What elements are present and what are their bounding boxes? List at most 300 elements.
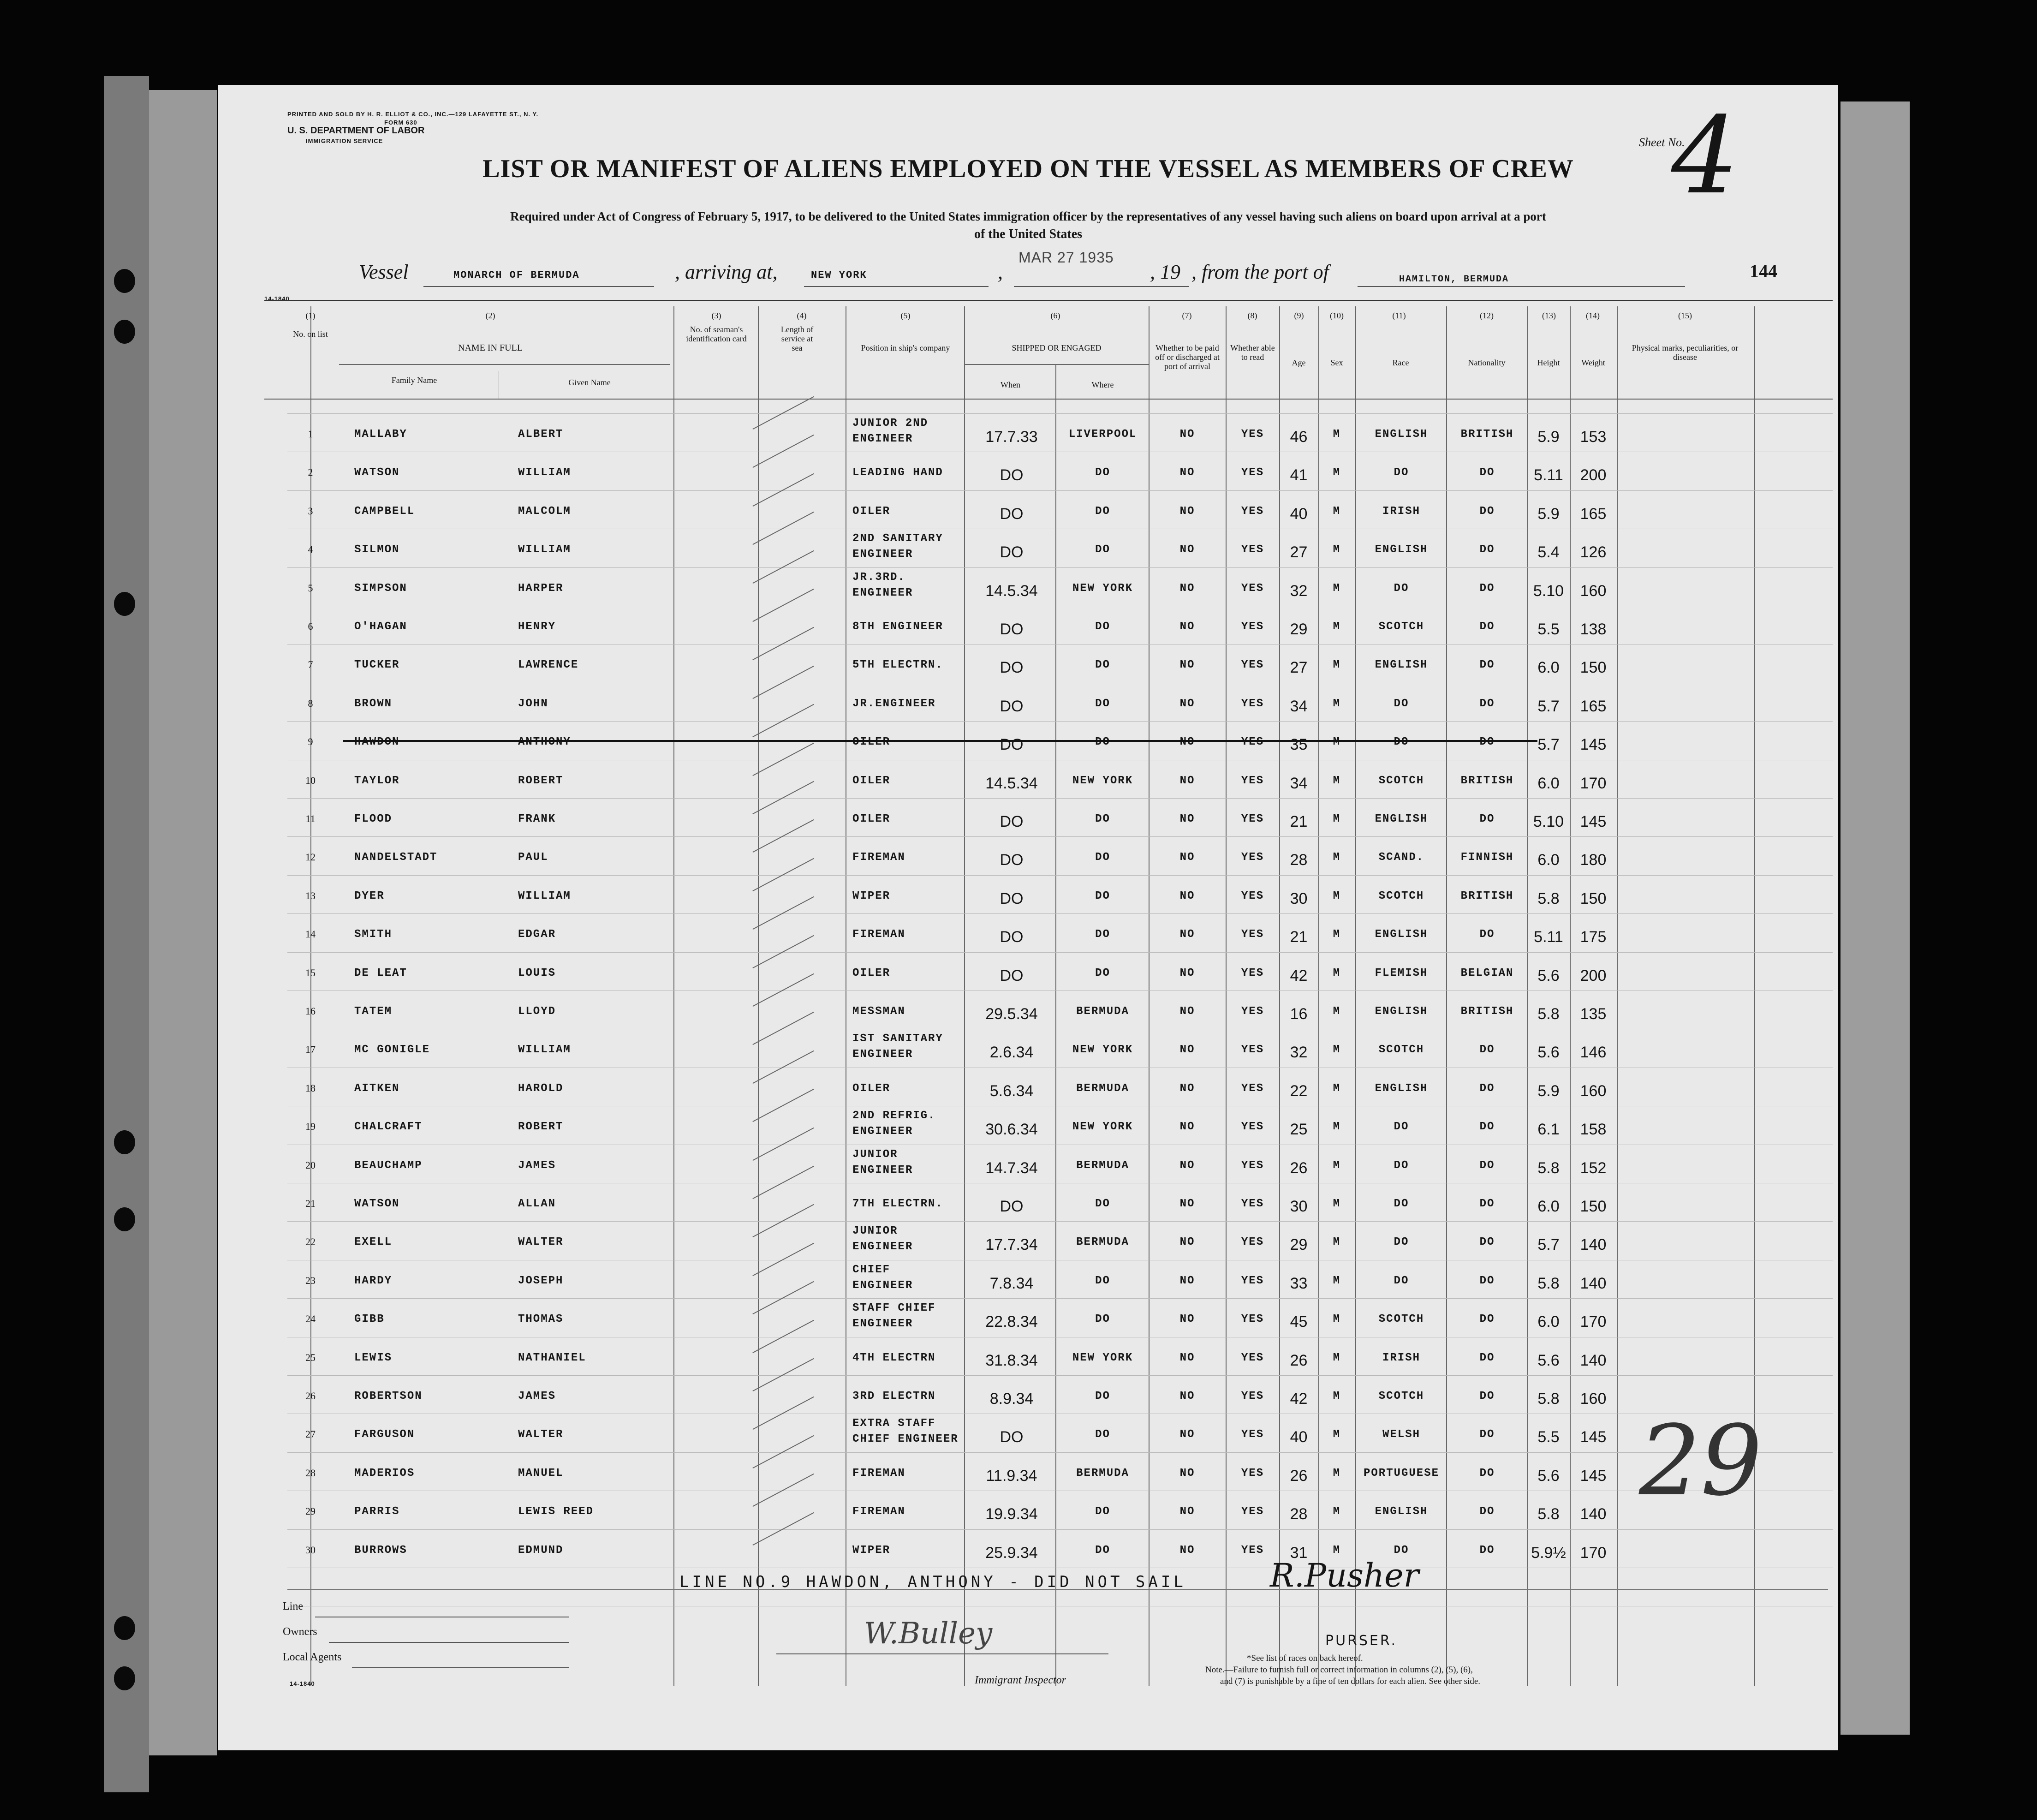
cell-paid: NO — [1179, 1428, 1195, 1441]
cell-paid: NO — [1179, 1005, 1195, 1018]
cell-wt: 126 — [1580, 543, 1607, 561]
cell-nat: DO — [1479, 1121, 1495, 1134]
cell-wt: 200 — [1580, 967, 1607, 985]
cell-paid: NO — [1179, 928, 1195, 941]
cell-when: DO — [1000, 466, 1024, 484]
cell-paid: NO — [1179, 1544, 1195, 1557]
cell-nat: DO — [1479, 1274, 1495, 1287]
cell-family: DYER — [354, 889, 385, 902]
cell-where: DO — [1095, 621, 1110, 633]
cell-sex: M — [1333, 1505, 1341, 1518]
cell-given: MANUEL — [518, 1467, 564, 1480]
cell-race: WELSH — [1382, 1428, 1420, 1441]
cell-ht: 5.8 — [1537, 889, 1560, 907]
cell-no: 22 — [305, 1236, 316, 1248]
cell-where: NEW YORK — [1072, 582, 1133, 595]
cell-wt: 145 — [1580, 1428, 1607, 1446]
comma: , — [998, 261, 1003, 283]
cell-pos2: ENGINEER — [852, 433, 913, 445]
cell-age: 45 — [1290, 1313, 1308, 1331]
cell-when: 2.6.34 — [989, 1044, 1034, 1062]
cell-family: FLOOD — [354, 813, 393, 825]
col-number: (10) — [1330, 311, 1344, 320]
cell-ht: 6.0 — [1537, 659, 1560, 677]
header-sex: Sex — [1330, 358, 1343, 367]
header-bottom-rule — [264, 399, 1833, 400]
cell-given: LLOYD — [518, 1005, 556, 1018]
cell-nat: DO — [1479, 928, 1495, 941]
cell-family: SILMON — [354, 543, 400, 556]
cell-nat: DO — [1479, 466, 1495, 479]
footer-top-rule — [287, 1589, 1828, 1590]
agents-rule — [352, 1667, 569, 1668]
binder-strip-left — [149, 90, 217, 1755]
cell-paid: NO — [1179, 582, 1195, 595]
cell-age: 40 — [1290, 1428, 1308, 1446]
cell-wt: 140 — [1580, 1274, 1607, 1292]
cell-read: YES — [1241, 582, 1264, 595]
binder-hole — [114, 1616, 135, 1640]
col-number: (4) — [797, 311, 807, 320]
position-line-1: CHIEF — [852, 1263, 891, 1276]
cell-family: NANDELSTADT — [354, 851, 438, 864]
cell-age: 28 — [1290, 851, 1308, 869]
cell-pos2: ENGINEER — [852, 1241, 913, 1253]
table-row — [218, 1264, 1838, 1301]
col-number: (12) — [1480, 311, 1494, 320]
cell-read: YES — [1241, 1236, 1264, 1249]
cell-wt: 138 — [1580, 621, 1607, 638]
cell-given: ALLAN — [518, 1198, 556, 1210]
cell-given: HAROLD — [518, 1082, 564, 1095]
table-row — [218, 532, 1838, 569]
cell-given: JOHN — [518, 697, 548, 710]
cell-family: AITKEN — [354, 1082, 400, 1095]
cell-nat: BELGIAN — [1460, 967, 1514, 979]
cell-pos2: ENGINEER — [852, 1164, 913, 1176]
table-row — [218, 648, 1838, 685]
cell-where: DO — [1095, 505, 1110, 518]
col-number: (15) — [1678, 311, 1692, 320]
cell-ht: 5.10 — [1533, 582, 1564, 600]
cell-given: LEWIS REED — [518, 1505, 594, 1518]
cell-age: 25 — [1290, 1121, 1308, 1139]
cell-nat: BRITISH — [1460, 428, 1514, 441]
header-weight: Weight — [1581, 358, 1605, 367]
cell-race: SCOTCH — [1378, 1390, 1424, 1402]
cell-paid: NO — [1179, 543, 1195, 556]
cell-pos2: ENGINEER — [852, 586, 913, 599]
header-height: Height — [1537, 358, 1560, 367]
cell-given: JAMES — [518, 1159, 556, 1172]
cell-nat: DO — [1479, 621, 1495, 633]
binder-hole — [114, 320, 135, 344]
cell-where: DO — [1095, 851, 1110, 864]
form-number: FORM 630 — [384, 119, 417, 126]
cell-when: DO — [1000, 659, 1024, 677]
cell-where: DO — [1095, 543, 1110, 556]
cell-read: YES — [1241, 928, 1264, 941]
cell-sex: M — [1333, 1351, 1341, 1364]
position-line-1: JUNIOR — [852, 1225, 898, 1238]
cell-given: LOUIS — [518, 967, 556, 979]
cell-nat: DO — [1479, 1236, 1495, 1249]
col-number: (14) — [1586, 311, 1600, 320]
table-row — [218, 417, 1838, 454]
cell-pos2: ENGINEER — [852, 1048, 913, 1061]
cell-sex: M — [1333, 774, 1341, 787]
cell-race: ENGLISH — [1375, 813, 1428, 825]
cell-nat: DO — [1479, 1159, 1495, 1172]
col-number: (9) — [1294, 311, 1304, 320]
cell-sex: M — [1333, 1467, 1341, 1480]
cell-age: 22 — [1290, 1082, 1308, 1100]
sheet-number: 4 — [1671, 95, 1739, 218]
cell-pos2: OILER — [852, 813, 891, 825]
table-row — [218, 1533, 1838, 1570]
table-row — [218, 1187, 1838, 1223]
cell-ht: 5.8 — [1537, 1005, 1560, 1023]
cell-age: 21 — [1290, 813, 1308, 830]
cell-wt: 165 — [1580, 697, 1607, 715]
cell-no: 7 — [308, 659, 313, 671]
cell-race: ENGLISH — [1375, 1005, 1428, 1018]
cell-no: 10 — [305, 774, 316, 786]
cell-pos2: OILER — [852, 736, 891, 749]
cell-no: 18 — [305, 1082, 316, 1094]
cell-age: 42 — [1290, 1390, 1308, 1408]
cell-no: 8 — [308, 697, 313, 709]
cell-race: ENGLISH — [1375, 543, 1428, 556]
cell-ht: 5.9 — [1537, 1082, 1560, 1100]
total-handwritten: 29 — [1639, 1404, 1763, 1517]
cell-race: SCOTCH — [1378, 1313, 1424, 1326]
cell-when: 22.8.34 — [985, 1313, 1038, 1331]
cell-paid: NO — [1179, 1390, 1195, 1402]
cell-no: 15 — [305, 967, 316, 979]
document-subtitle-2: of the United States — [974, 227, 1083, 241]
cell-race: ENGLISH — [1375, 1082, 1428, 1095]
cell-no: 1 — [308, 428, 313, 440]
cell-race: SCOTCH — [1378, 889, 1424, 902]
cell-given: FRANK — [518, 813, 556, 825]
cell-sex: M — [1333, 1121, 1341, 1134]
cell-given: ANTHONY — [518, 736, 571, 749]
cell-wt: 140 — [1580, 1236, 1607, 1254]
cell-wt: 145 — [1580, 813, 1607, 830]
cell-sex: M — [1333, 543, 1341, 556]
cell-ht: 5.5 — [1537, 621, 1560, 638]
header-physical: Physical marks, peculiarities, or disease — [1632, 343, 1739, 362]
cell-age: 30 — [1290, 1198, 1308, 1215]
cell-when: DO — [1000, 1198, 1024, 1215]
cell-wt: 140 — [1580, 1505, 1607, 1523]
cell-where: BERMUDA — [1076, 1005, 1129, 1018]
header-age: Age — [1292, 358, 1306, 367]
cell-family: HAWDON — [354, 736, 400, 749]
cell-wt: 145 — [1580, 736, 1607, 754]
cell-race: SCAND. — [1378, 851, 1424, 864]
cell-where: NEW YORK — [1072, 774, 1133, 787]
cell-nat: DO — [1479, 659, 1495, 672]
cell-sex: M — [1333, 1159, 1341, 1172]
cell-pos2: FIREMAN — [852, 851, 905, 864]
cell-race: SCOTCH — [1378, 621, 1424, 633]
cell-nat: FINNISH — [1460, 851, 1514, 864]
footer-form-code: 14-1840 — [290, 1680, 315, 1687]
cell-sex: M — [1333, 659, 1341, 672]
cell-race: DO — [1394, 697, 1409, 710]
cell-race: DO — [1394, 466, 1409, 479]
header-length-service: Length of service at sea — [780, 325, 814, 352]
cell-where: NEW YORK — [1072, 1044, 1133, 1056]
cell-race: DO — [1394, 582, 1409, 595]
cell-no: 13 — [305, 889, 316, 901]
cell-wt: 170 — [1580, 774, 1607, 792]
cell-wt: 160 — [1580, 582, 1607, 600]
cell-pos2: ENGINEER — [852, 1279, 913, 1292]
cell-pos2: 7TH ELECTRN. — [852, 1198, 943, 1210]
owners-rule — [329, 1642, 569, 1643]
cell-no: 25 — [305, 1351, 316, 1363]
cell-nat: DO — [1479, 1351, 1495, 1364]
cell-nat: DO — [1479, 1390, 1495, 1402]
cell-race: DO — [1394, 1544, 1409, 1557]
check-mark — [752, 396, 814, 430]
cell-when: DO — [1000, 813, 1024, 830]
cell-race: ENGLISH — [1375, 1505, 1428, 1518]
cell-family: TAYLOR — [354, 774, 400, 787]
cell-no: 26 — [305, 1390, 316, 1402]
cell-family: O'HAGAN — [354, 621, 407, 633]
cell-family: LEWIS — [354, 1351, 393, 1364]
cell-no: 14 — [305, 928, 316, 940]
cell-no: 20 — [305, 1159, 316, 1171]
penalty-note-2: and (7) is punishable by a fine of ten dollars for each alien. See other side. — [1220, 1677, 1481, 1686]
department-name: U. S. DEPARTMENT OF LABOR — [287, 125, 425, 136]
cell-read: YES — [1241, 851, 1264, 864]
cell-where: DO — [1095, 1198, 1110, 1210]
cell-age: 42 — [1290, 967, 1308, 985]
cell-nat: DO — [1479, 543, 1495, 556]
cell-family: BEAUCHAMP — [354, 1159, 423, 1172]
cell-ht: 5.9 — [1537, 428, 1560, 446]
cell-ht: 5.8 — [1537, 1274, 1560, 1292]
cell-when: 8.9.34 — [989, 1390, 1034, 1408]
cell-paid: NO — [1179, 1467, 1195, 1480]
cell-ht: 5.11 — [1534, 466, 1563, 484]
cell-family: PARRIS — [354, 1505, 400, 1518]
cell-nat: DO — [1479, 1313, 1495, 1326]
cell-sex: M — [1333, 466, 1341, 479]
cell-no: 2 — [308, 466, 313, 478]
cell-where: DO — [1095, 1274, 1110, 1287]
sheet-label: Sheet No. — [1639, 136, 1685, 149]
cell-age: 21 — [1290, 928, 1308, 946]
cell-wt: 160 — [1580, 1082, 1607, 1100]
cell-where: DO — [1095, 1390, 1110, 1402]
cell-no: 29 — [305, 1505, 316, 1517]
cell-pos2: FIREMAN — [852, 1467, 905, 1480]
cell-read: YES — [1241, 1274, 1264, 1287]
cell-family: MALLABY — [354, 428, 407, 441]
row-rule — [287, 413, 1833, 414]
cell-when: 31.8.34 — [985, 1351, 1038, 1369]
table-row — [218, 1032, 1838, 1069]
table-row — [218, 1071, 1838, 1108]
cell-race: SCOTCH — [1378, 1044, 1424, 1056]
cell-sex: M — [1333, 1274, 1341, 1287]
cell-read: YES — [1241, 659, 1264, 672]
cell-given: ROBERT — [518, 774, 564, 787]
cell-given: LAWRENCE — [518, 659, 579, 672]
cell-nat: BRITISH — [1460, 889, 1514, 902]
cell-pos2: MESSMAN — [852, 1005, 905, 1018]
cell-pos2: ENGINEER — [852, 1125, 913, 1138]
cell-family: BROWN — [354, 697, 393, 710]
cell-where: NEW YORK — [1072, 1121, 1133, 1134]
cell-pos2: 4TH ELECTRN — [852, 1351, 936, 1364]
cell-paid: NO — [1179, 1505, 1195, 1518]
cell-pos2: ENGINEER — [852, 1318, 913, 1331]
agents-label: Local Agents — [283, 1651, 342, 1663]
document-title: LIST OR MANIFEST OF ALIENS EMPLOYED ON THE VESSEL AS MEMBERS OF CREW — [482, 155, 1574, 183]
form-code: 14-1840 — [264, 295, 290, 302]
cell-given: HARPER — [518, 582, 564, 595]
cell-age: 32 — [1290, 1044, 1308, 1062]
cell-sex: M — [1333, 428, 1341, 441]
cell-no: 30 — [305, 1544, 316, 1556]
cell-read: YES — [1241, 1351, 1264, 1364]
cell-age: 32 — [1290, 582, 1308, 600]
cell-family: HARDY — [354, 1274, 393, 1287]
shipped-subrule — [964, 364, 1149, 365]
cell-sex: M — [1333, 851, 1341, 864]
cell-paid: NO — [1179, 1121, 1195, 1134]
arriving-underline — [804, 286, 989, 287]
cell-given: PAUL — [518, 851, 548, 864]
cell-wt: 158 — [1580, 1121, 1607, 1139]
cell-wt: 135 — [1580, 1005, 1607, 1023]
table-row — [218, 1456, 1838, 1493]
cell-given: WALTER — [518, 1428, 564, 1441]
cell-sex: M — [1333, 1198, 1341, 1210]
cell-paid: NO — [1179, 1313, 1195, 1326]
cell-no: 6 — [308, 621, 313, 632]
cell-age: 31 — [1290, 1544, 1308, 1562]
cell-read: YES — [1241, 1313, 1264, 1326]
cell-read: YES — [1241, 621, 1264, 633]
cell-sex: M — [1333, 813, 1341, 825]
cell-ht: 6.0 — [1537, 1198, 1560, 1215]
table-row — [218, 917, 1838, 954]
col-number: (3) — [711, 311, 721, 320]
cell-sex: M — [1333, 505, 1341, 518]
cell-age: 41 — [1290, 466, 1308, 484]
cell-race: ENGLISH — [1375, 428, 1428, 441]
cell-race: FLEMISH — [1375, 967, 1428, 979]
cell-sex: M — [1333, 621, 1341, 633]
cell-age: 28 — [1290, 1505, 1308, 1523]
cell-where: NEW YORK — [1072, 1351, 1133, 1364]
cell-no: 5 — [308, 582, 313, 594]
cell-where: DO — [1095, 736, 1110, 749]
cell-pos2: FIREMAN — [852, 1505, 905, 1518]
cell-age: 34 — [1290, 697, 1308, 715]
cell-no: 17 — [305, 1044, 316, 1056]
header-seaman-id: No. of seaman's identification card — [686, 325, 747, 343]
cell-when: DO — [1000, 928, 1024, 946]
cell-wt: 150 — [1580, 659, 1607, 677]
cell-read: YES — [1241, 1544, 1264, 1557]
cell-family: EXELL — [354, 1236, 393, 1249]
owners-label: Owners — [283, 1626, 317, 1638]
cell-nat: DO — [1479, 1082, 1495, 1095]
cell-ht: 5.7 — [1537, 697, 1560, 715]
cell-paid: NO — [1179, 697, 1195, 710]
cell-nat: DO — [1479, 813, 1495, 825]
cell-race: IRISH — [1382, 1351, 1420, 1364]
cell-where: LIVERPOOL — [1068, 428, 1137, 441]
manifest-sheet — [218, 85, 1838, 1750]
table-top-rule — [264, 300, 1833, 301]
cell-where: BERMUDA — [1076, 1159, 1129, 1172]
arriving-port: NEW YORK — [811, 269, 867, 281]
cell-nat: BRITISH — [1460, 774, 1514, 787]
cell-ht: 5.6 — [1537, 1467, 1560, 1485]
cell-paid: NO — [1179, 889, 1195, 902]
cell-paid: NO — [1179, 505, 1195, 518]
header-when: When — [1001, 380, 1020, 389]
cell-sex: M — [1333, 1082, 1341, 1095]
cell-ht: 6.0 — [1537, 1313, 1560, 1331]
service-name: IMMIGRATION SERVICE — [306, 137, 383, 144]
cell-family: GIBB — [354, 1313, 385, 1326]
cell-paid: NO — [1179, 621, 1195, 633]
arriving-label: , arriving at, — [675, 261, 778, 283]
cell-where: BERMUDA — [1076, 1236, 1129, 1249]
inspector-rule — [776, 1653, 1108, 1654]
cell-when: 30.6.34 — [985, 1121, 1038, 1139]
header-race: Race — [1392, 358, 1409, 367]
cell-ht: 5.7 — [1537, 736, 1560, 754]
cell-read: YES — [1241, 543, 1264, 556]
line-label: Line — [283, 1600, 303, 1612]
header-given-name: Given Name — [568, 378, 611, 387]
cell-race: SCOTCH — [1378, 774, 1424, 787]
cell-given: WILLIAM — [518, 889, 571, 902]
cell-when: 17.7.33 — [985, 428, 1038, 446]
table-row — [218, 1341, 1838, 1378]
position-line-1: 2ND REFRIG. — [852, 1110, 936, 1122]
cell-when: DO — [1000, 851, 1024, 869]
table-row — [218, 1110, 1838, 1146]
col-number: (11) — [1392, 311, 1406, 320]
cell-no: 19 — [305, 1121, 316, 1133]
cell-age: 27 — [1290, 543, 1308, 561]
cell-wt: 165 — [1580, 505, 1607, 523]
cell-where: BERMUDA — [1076, 1467, 1129, 1480]
cell-sex: M — [1333, 1044, 1341, 1056]
cell-ht: 5.6 — [1537, 1044, 1560, 1062]
position-line-1: IST SANITARY — [852, 1032, 943, 1045]
col-number: (7) — [1182, 311, 1192, 320]
cell-read: YES — [1241, 1198, 1264, 1210]
cell-read: YES — [1241, 813, 1264, 825]
cell-when: 25.9.34 — [985, 1544, 1038, 1562]
date-stamp: MAR 27 1935 — [1018, 249, 1114, 266]
cell-no: 21 — [305, 1198, 316, 1209]
